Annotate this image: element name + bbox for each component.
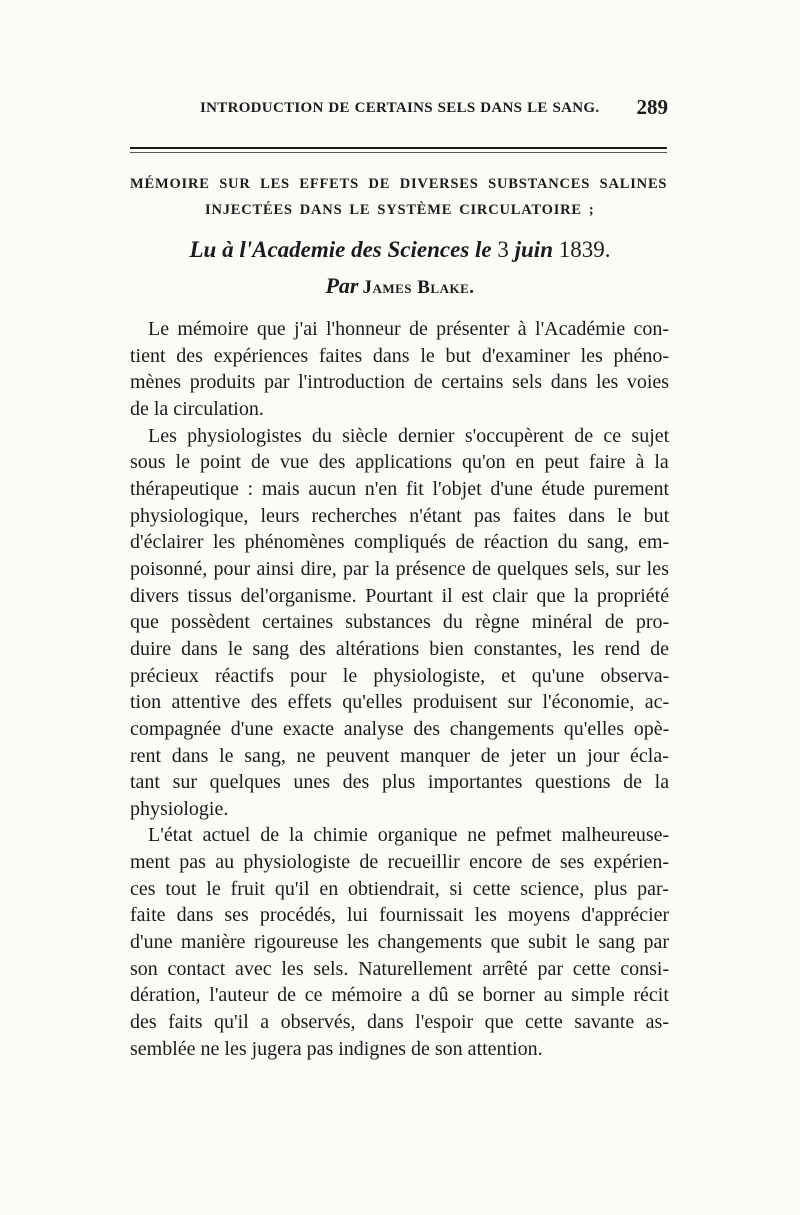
text-line: Les physiologistes du siècle dernier s'occupèrent de ce sujet bbox=[148, 424, 670, 447]
text-line: précieux réactifs pour le physiologiste, et qu'une observa- bbox=[130, 664, 670, 687]
text-line: mènes produits par l'introduction de certains sels dans les voies bbox=[130, 371, 670, 394]
text-line: de la circulation. bbox=[130, 397, 264, 420]
text-line: que possèdent certaines substances du règne minéral de pro- bbox=[130, 611, 670, 634]
text-line: compagnée d'une exacte analyse des changements qu'elles opè- bbox=[130, 717, 670, 740]
text-line: physiologie. bbox=[130, 797, 229, 820]
text-line: rent dans le sang, ne peuvent manquer de jeter un jour écla- bbox=[130, 744, 669, 767]
text-line: thérapeutique : mais aucun n'en fit l'objet d'une étude purement bbox=[130, 477, 670, 500]
header-rule-thin bbox=[130, 152, 667, 153]
author-prefix: Par bbox=[325, 273, 359, 298]
text-line: tient des expériences faites dans le but d'examiner les phéno- bbox=[130, 344, 670, 367]
author-line bbox=[130, 271, 670, 304]
text-line: d'éclairer les phénomènes compliqués de réaction du sang, em- bbox=[130, 531, 670, 554]
paragraph bbox=[130, 423, 670, 823]
reading-note-text: Lu à l'Academie des Sciences le bbox=[189, 237, 492, 262]
article-title-line: MÉMOIRE SUR LES EFFETS DE DIVERSES SUBSTANCES SALINES bbox=[130, 176, 668, 192]
text-line: dération, l'auteur de ce mémoire a dû se borner au simple récit bbox=[130, 984, 669, 1007]
text-line: semblée ne les jugera pas indignes de son attention. bbox=[130, 1037, 543, 1060]
text-line: Le mémoire que j'ai l'honneur de présenter à l'Académie con- bbox=[148, 318, 670, 340]
reading-note-day: 3 bbox=[497, 237, 509, 262]
paragraph bbox=[130, 316, 670, 423]
text-line: son contact avec les sels. Naturellement arrêté par cette consi- bbox=[130, 957, 670, 980]
text-line: poisonné, pour ainsi dire, par la présence de quelques sels, sur les bbox=[130, 557, 669, 580]
text-line: faite dans ses procédés, lui fournissait les moyens d'apprécier bbox=[130, 904, 670, 927]
text-line: sous le point de vue des applications qu'on en peut faire à la bbox=[130, 451, 669, 474]
text-line: physiologique, leurs recherches n'étant pas faites dans le but bbox=[130, 504, 670, 527]
text-line: tion attentive des effets qu'elles produisent sur l'économie, ac- bbox=[130, 691, 670, 714]
reading-note-month: juin bbox=[514, 237, 553, 262]
text-line: ment pas au physiologiste de recueillir encore de ses expérien- bbox=[130, 851, 670, 874]
text-line: d'une manière rigoureuse les changements que subit le sang par bbox=[130, 931, 670, 954]
reading-note-year: 1839. bbox=[558, 237, 611, 262]
header-rule bbox=[130, 147, 667, 149]
author-name: James Blake. bbox=[362, 277, 475, 298]
text-line: ces tout le fruit qu'il en obtiendrait, si cette science, plus par- bbox=[130, 877, 669, 900]
body-text bbox=[130, 316, 670, 1062]
text-line: tant sur quelques unes des plus importantes questions de la bbox=[130, 771, 670, 794]
text-line: duire dans le sang des altérations bien constantes, les rend de bbox=[130, 637, 669, 660]
paragraph bbox=[130, 822, 670, 1062]
text-line: des faits qu'il a observés, dans l'espoir que cette savante as- bbox=[130, 1011, 669, 1034]
reading-note bbox=[130, 234, 670, 266]
article-title-line: INJECTÉES DANS LE SYSTÈME CIRCULATOIRE ; bbox=[205, 202, 595, 218]
text-line: divers tissus del'organisme. Pourtant il est clair que la propriété bbox=[130, 584, 670, 607]
page-number: 289 bbox=[636, 95, 668, 119]
text-line: L'état actuel de la chimie organique ne pefmet malheureuse- bbox=[148, 824, 670, 847]
running-title: INTRODUCTION DE CERTAINS SELS DANS LE SANG. bbox=[200, 100, 600, 116]
